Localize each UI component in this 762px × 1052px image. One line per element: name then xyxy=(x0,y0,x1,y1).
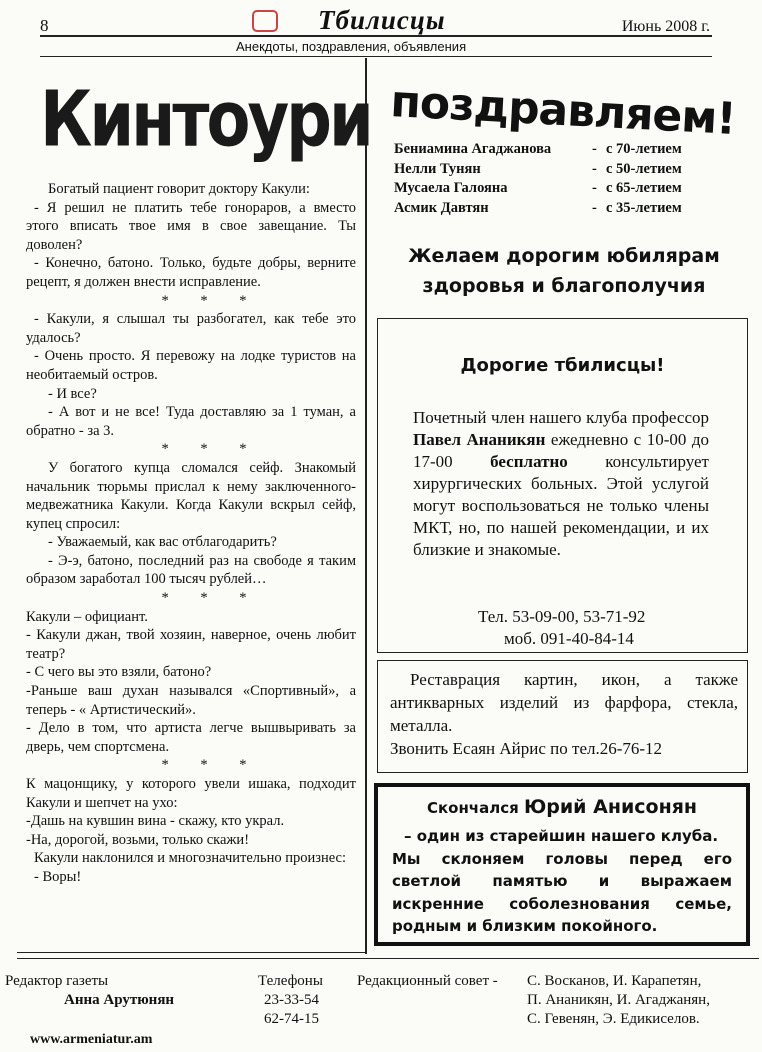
joke-line: У богатого купца сломался сейф. Знакомый начальник тюрьмы прислал к нему заключенного-медвежатника Какули. Когда Какули вскрыл сейф, купец спросил: xyxy=(26,459,356,532)
joke-line: Какули наклонился и многозначительно произнес: xyxy=(34,850,347,867)
club-notice-phones xyxy=(378,606,747,650)
free-label: бесплатно xyxy=(490,452,568,471)
congratulations-title: поздравляем! xyxy=(389,76,737,145)
wish-line: здоровья и благополучия xyxy=(422,275,706,297)
section-title: Анекдоты, поздравления, объявления xyxy=(236,39,467,54)
joke-line: - Конечно, батоно. Только, будьте добры, верните рецепт, я должен внести исправление. xyxy=(26,255,356,290)
anniversary-age: с 50-летием xyxy=(606,160,682,177)
restoration-contact: Звонить Есаян Айрис по тел.26-76-12 xyxy=(390,739,663,758)
obituary-box xyxy=(374,783,750,946)
anniversary-name: Нелли Тунян xyxy=(394,160,481,177)
joke-line: - Уважаемый, как вас отблагодарить? xyxy=(48,534,277,551)
phones-label: Телефоны xyxy=(258,973,323,989)
jokes-section-title: Кинтоури xyxy=(40,76,371,165)
left-column-bottom-rule xyxy=(17,952,367,953)
joke-separator: * * * xyxy=(161,292,261,309)
joke-line: - С чего вы это взяли, батоно? xyxy=(26,664,212,681)
obituary-line: – один из старейшин нашего клуба. xyxy=(404,827,719,845)
list-item xyxy=(394,199,704,219)
restoration-ad-box xyxy=(377,660,748,773)
joke-line: -Раньше ваш духан назывался «Спортивный», а теперь - « Артистический». xyxy=(26,683,356,718)
obituary-title xyxy=(378,796,746,818)
phone-number: 62-74-15 xyxy=(264,1011,319,1027)
anniversary-dash: - xyxy=(592,141,597,157)
obituary-name: Юрий Анисонян xyxy=(523,796,698,818)
club-notice-title: Дорогие тбилисцы! xyxy=(460,355,665,376)
council-members: С. Восканов, И. Карапетян, xyxy=(527,973,702,989)
joke-separator: * * * xyxy=(161,590,261,607)
issue-date: Июнь 2008 г. xyxy=(621,18,710,35)
page-number: 8 xyxy=(40,16,49,35)
page-footer xyxy=(0,960,762,1052)
joke-line: - Воры! xyxy=(34,868,82,885)
joke-line: - Какули, я слышал ты разбогател, как тебе это удалось? xyxy=(26,311,356,346)
column-divider xyxy=(365,58,367,954)
club-notice-text-part: консультирует хирургических больных. Этой услугой могут воспользоваться не только члены МКТ, но, по нашей рекомендации, и их близкие и знакомые. xyxy=(413,452,709,559)
header-rule xyxy=(40,35,712,37)
phone-number: 23-33-54 xyxy=(264,992,319,1008)
list-item xyxy=(394,160,704,180)
footer-rule xyxy=(17,958,759,959)
anniversary-name: Асмик Давтян xyxy=(394,199,489,216)
anniversary-age: с 70-летием xyxy=(606,141,682,157)
newspaper-masthead: Тбилисцы xyxy=(318,5,446,35)
joke-separator: * * * xyxy=(161,757,261,774)
anniversary-name: Бениамина Агаджанова xyxy=(394,141,552,157)
joke-line: К мацонщику, у которого увели ишака, подходит Какули и шепчет на ухо: xyxy=(26,776,356,811)
anniversary-name: Мусаела Галояна xyxy=(394,180,508,196)
joke-line: - Очень просто. Я перевожу на лодке туристов на необитаемый остров. xyxy=(26,348,356,383)
joke-line: - И все? xyxy=(48,385,97,402)
restoration-text: Реставрация картин, икон, а также антикварных изделий из фарфора, стекла, металла. xyxy=(390,670,738,735)
anniversary-dash: - xyxy=(592,180,597,196)
header-rule-lower xyxy=(40,56,712,57)
joke-line: Какули – официант. xyxy=(26,608,148,625)
club-notice-text-part: ежедневно с 10-00 до 17-00 xyxy=(413,430,709,471)
anniversary-dash: - xyxy=(592,160,597,177)
restoration-ad xyxy=(390,668,738,760)
club-notice-text xyxy=(413,407,709,561)
council-members: С. Гевенян, Э. Едикиселов. xyxy=(527,1011,700,1027)
obituary-line: Мы склоняем головы перед его светлой памятью и выражаем искренние соболезнования семье, родным и близким покойного. xyxy=(392,849,732,935)
joke-line: - Я решил не платить тебе гонораров, а вместо этого вписать твое имя в свое завещание. Ты доволен? xyxy=(26,199,356,253)
club-notice-text-part: Почетный член нашего клуба профессор xyxy=(413,408,709,427)
phone-mob: моб. 091-40-84-14 xyxy=(504,629,634,648)
anniversary-dash: - xyxy=(592,199,597,216)
jokes-column xyxy=(26,180,356,887)
joke-line: Богатый пациент говорит доктору Какули: xyxy=(48,181,310,197)
obituary-title-prefix: Скончался xyxy=(426,799,524,817)
club-notice-box xyxy=(377,318,748,653)
doctor-name: Павел Ананикян xyxy=(413,430,546,449)
wish-line: Желаем дорогим юбилярам xyxy=(408,245,720,267)
list-item xyxy=(394,179,704,199)
joke-line: - А вот и не все! Туда доставляю за 1 туман, а обратно - за 3. xyxy=(26,404,356,439)
anniversary-list xyxy=(394,140,704,218)
joke-separator: * * * xyxy=(161,441,261,458)
obituary-text xyxy=(392,825,732,938)
joke-line: -На, дорогой, возьми, только скажи! xyxy=(26,831,250,848)
wish-heading xyxy=(376,241,752,301)
website-link[interactable]: www.armeniatur.am xyxy=(30,1032,153,1047)
anniversary-age: с 65-летием xyxy=(606,180,682,196)
council-members: П. Ананикян, И. Агаджанян, xyxy=(527,992,710,1008)
joke-line: -Дашь на кувшин вина - скажу, кто украл. xyxy=(26,813,285,830)
page-header xyxy=(0,0,762,58)
anniversary-age: с 35-летием xyxy=(606,199,682,216)
list-item xyxy=(394,140,704,160)
phone-tel: Тел. 53-09-00, 53-71-92 xyxy=(478,607,646,626)
joke-line: - Э-э, батоно, последний раз на свободе я таким образом заработал 100 тысяч рублей… xyxy=(26,552,356,588)
council-label: Редакционный совет - xyxy=(357,973,498,989)
editor-label: Редактор газеты xyxy=(5,973,109,989)
joke-line: - Какули джан, твой хозяин, наверное, очень любит театр? xyxy=(26,627,356,662)
editor-name: Анна Арутюнян xyxy=(64,992,175,1008)
club-logo-icon xyxy=(252,10,278,32)
joke-line: - Дело в том, что артиста легче вышвыривать за дверь, чем спортсмена. xyxy=(26,720,356,755)
